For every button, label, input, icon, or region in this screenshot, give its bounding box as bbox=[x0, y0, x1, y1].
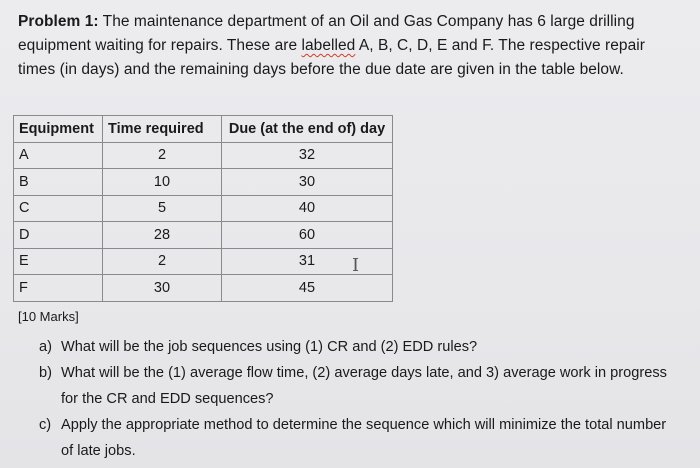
question-b bbox=[39, 360, 679, 412]
question-text: What will be the job sequences using (1) CR and (2) EDD rules? bbox=[61, 339, 478, 355]
cell-due: 30 bbox=[222, 169, 393, 196]
problem-line-3: times (in days) and the remaining days before the due date are given in the table below. bbox=[18, 61, 624, 78]
spellcheck-word[interactable]: labelled bbox=[301, 37, 356, 54]
cell-equipment: E bbox=[14, 248, 103, 275]
question-label: a) bbox=[39, 339, 52, 355]
question-label: b) bbox=[39, 365, 52, 381]
header-time-required: Time required bbox=[103, 116, 222, 143]
table-row bbox=[14, 142, 393, 169]
cell-time: 28 bbox=[103, 222, 222, 249]
cell-time: 2 bbox=[103, 248, 222, 275]
cell-equipment: C bbox=[14, 195, 103, 222]
question-text: What will be the (1) average flow time, (2) average days late, and 3) average work in progress for the CR and EDD sequences? bbox=[61, 365, 667, 407]
cell-due: 60 bbox=[222, 222, 393, 249]
question-c bbox=[39, 412, 679, 464]
table-row bbox=[14, 222, 393, 249]
cell-due: 45 bbox=[222, 275, 393, 302]
cell-time: 10 bbox=[103, 169, 222, 196]
header-due-day: Due (at the end of) day bbox=[222, 116, 393, 143]
cell-equipment: B bbox=[14, 169, 103, 196]
marks-label: [10 Marks] bbox=[18, 309, 79, 324]
problem-statement bbox=[18, 10, 688, 82]
header-equipment: Equipment bbox=[14, 116, 103, 143]
cell-due: 31 bbox=[222, 248, 393, 275]
table-row bbox=[14, 195, 393, 222]
cell-time: 30 bbox=[103, 275, 222, 302]
cell-time: 5 bbox=[103, 195, 222, 222]
table-row bbox=[14, 275, 393, 302]
problem-line-1: Problem 1: The maintenance department of an Oil and Gas Company has 6 large drilling bbox=[18, 13, 635, 30]
text-cursor-icon: I bbox=[352, 255, 360, 276]
question-label: c) bbox=[39, 417, 52, 433]
question-list bbox=[39, 334, 679, 464]
table-header-row bbox=[14, 116, 393, 143]
cell-due: 32 bbox=[222, 142, 393, 169]
problem-line-2: equipment waiting for repairs. These are labelled A, B, C, D, E and F. The respective repair bbox=[18, 37, 645, 54]
table-row bbox=[14, 169, 393, 196]
cell-equipment: A bbox=[14, 142, 103, 169]
cell-equipment: D bbox=[14, 222, 103, 249]
cell-equipment: F bbox=[14, 275, 103, 302]
question-a bbox=[39, 334, 679, 360]
problem-title: Problem 1: bbox=[18, 13, 99, 30]
table-row bbox=[14, 248, 393, 275]
cell-time: 2 bbox=[103, 142, 222, 169]
cell-due: 40 bbox=[222, 195, 393, 222]
equipment-table bbox=[13, 115, 393, 302]
question-text: Apply the appropriate method to determine the sequence which will minimize the total number of late jobs. bbox=[61, 417, 667, 459]
